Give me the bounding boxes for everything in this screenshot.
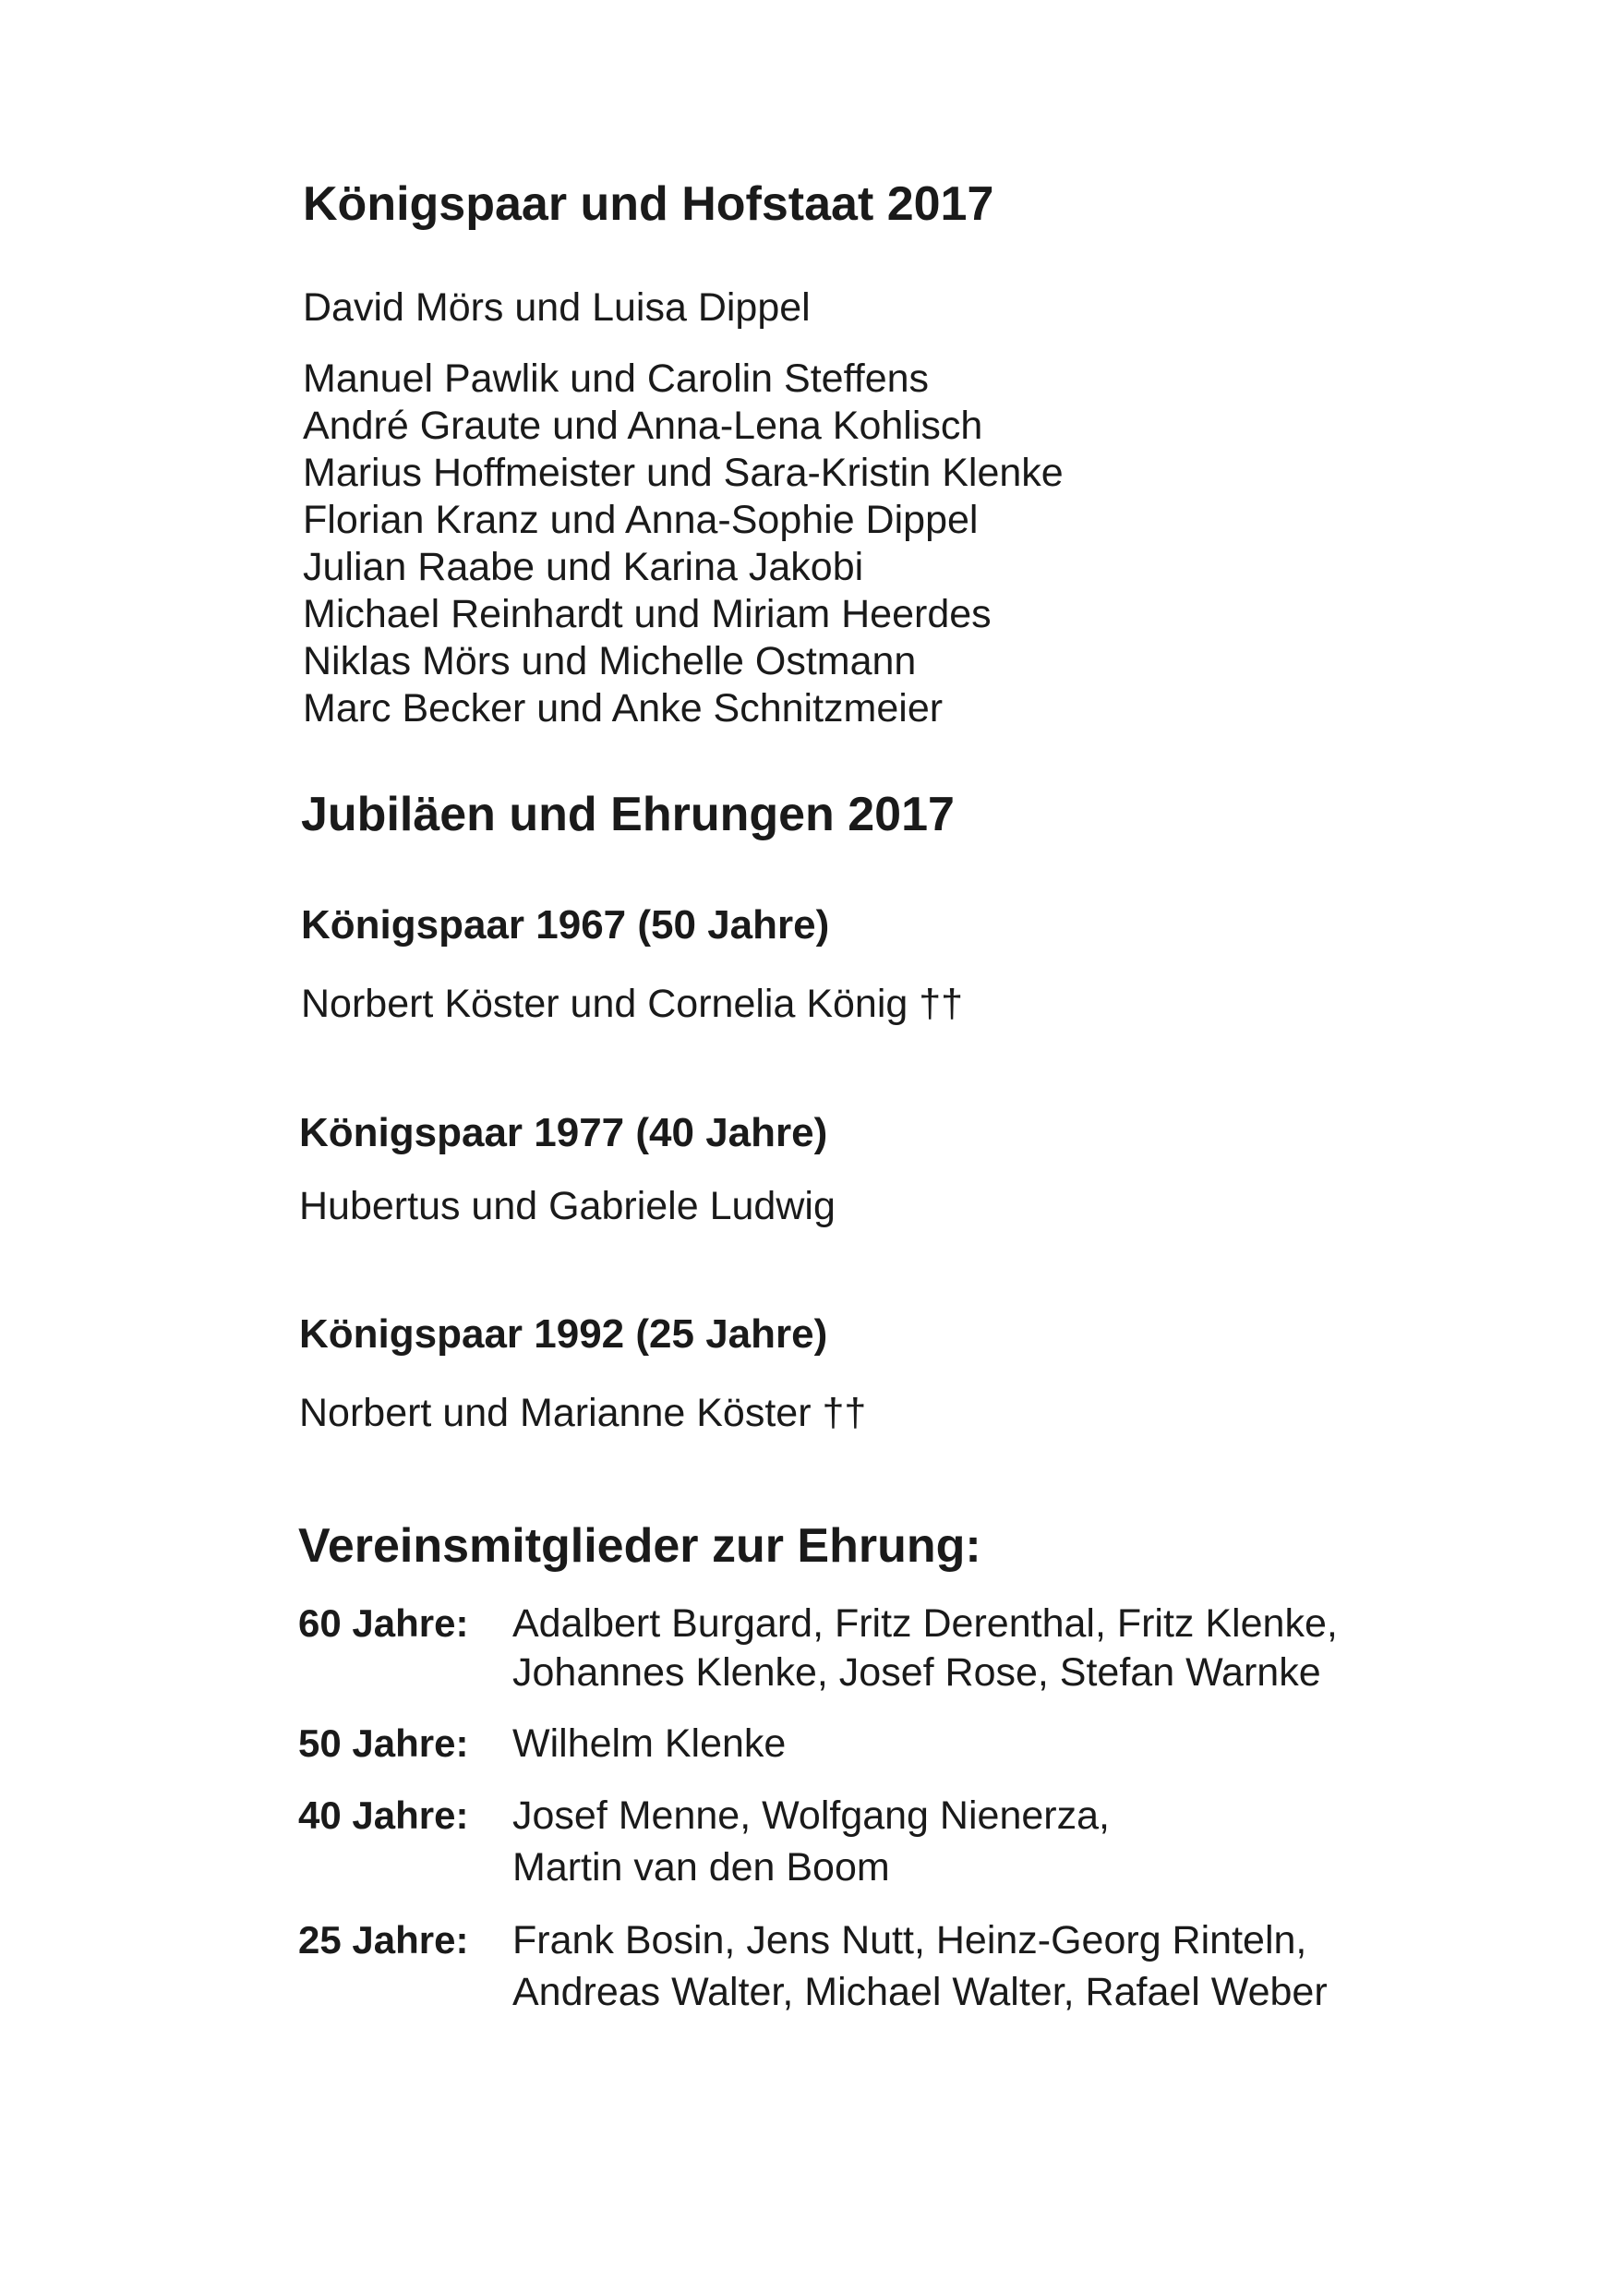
jubilee-names: Norbert und Marianne Köster †† (299, 1391, 867, 1435)
court-couple: Niklas Mörs und Michelle Ostmann (303, 639, 917, 683)
honor-names: Josef Menne, Wolfgang Nienerza, (512, 1793, 1110, 1838)
honor-names: Martin van den Boom (512, 1845, 890, 1890)
court-couple: Marc Becker und Anke Schnitzmeier (303, 686, 944, 730)
honor-names: Wilhelm Klenke (512, 1721, 787, 1766)
jubilee-names: Norbert Köster und Cornelia König †† (301, 982, 964, 1026)
honor-label: 25 Jahre: (298, 1918, 469, 1962)
section-title-jubilaeen: Jubiläen und Ehrungen 2017 (301, 788, 955, 841)
honor-names: Adalbert Burgard, Fritz Derenthal, Fritz Klenke, (512, 1601, 1338, 1646)
court-couple: Marius Hoffmeister und Sara-Kristin Klenke (303, 451, 1064, 495)
jubilee-names: Hubertus und Gabriele Ludwig (299, 1184, 836, 1228)
section-title-vereinsmitglieder: Vereinsmitglieder zur Ehrung: (298, 1519, 981, 1573)
honor-names: Johannes Klenke, Josef Rose, Stefan Warnke (512, 1650, 1321, 1695)
honor-label: 60 Jahre: (298, 1601, 469, 1645)
court-couple: André Graute und Anna-Lena Kohlisch (303, 404, 983, 448)
honor-label: 50 Jahre: (298, 1721, 469, 1765)
court-couple: Michael Reinhardt und Miriam Heerdes (303, 592, 992, 636)
court-couple: Florian Kranz und Anna-Sophie Dippel (303, 498, 979, 542)
jubilee-heading: Königspaar 1967 (50 Jahre) (301, 902, 830, 948)
jubilee-heading: Königspaar 1977 (40 Jahre) (299, 1110, 828, 1155)
honor-names: Andreas Walter, Michael Walter, Rafael Weber (512, 1970, 1328, 2014)
court-couple: Julian Raabe und Karina Jakobi (303, 545, 864, 589)
royal-couple: David Mörs und Luisa Dippel (303, 285, 811, 330)
section-title-koenigspaar: Königspaar und Hofstaat 2017 (303, 177, 994, 231)
court-couple: Manuel Pawlik und Carolin Steffens (303, 356, 930, 401)
honor-names: Frank Bosin, Jens Nutt, Heinz-Georg Rinteln, (512, 1918, 1307, 1962)
honor-label: 40 Jahre: (298, 1793, 469, 1837)
jubilee-heading: Königspaar 1992 (25 Jahre) (299, 1311, 828, 1357)
